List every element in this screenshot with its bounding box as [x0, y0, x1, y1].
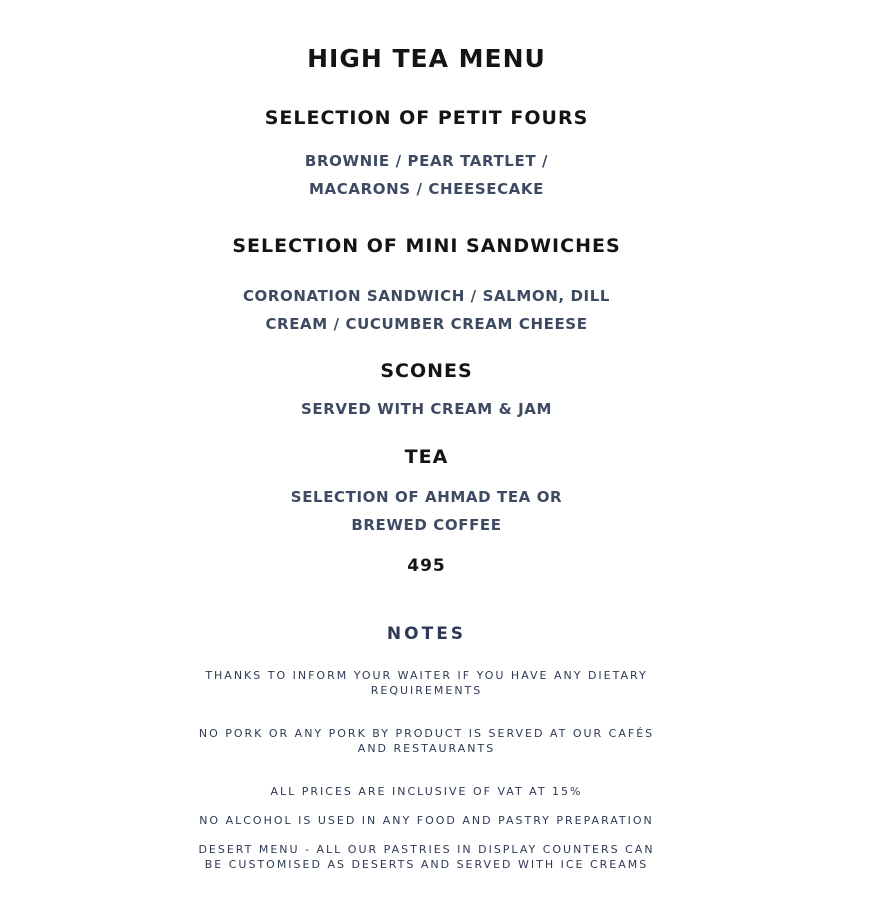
- desc-line: MACARONS / CHEESECAKE: [309, 180, 544, 198]
- section-desc-tea: [0, 483, 853, 539]
- desc-line: SERVED WITH CREAM & JAM: [300, 400, 553, 418]
- note-line: BE CUSTOMISED AS DESERTS AND SERVED WITH ICE CREAMS: [204, 858, 649, 871]
- menu-title: HIGH TEA MENU: [307, 44, 546, 73]
- note-line: NO ALCOHOL IS USED IN ANY FOOD AND PASTRY PREPARATION: [199, 814, 654, 827]
- desc-line: BROWNIE / PEAR TARTLET /: [304, 152, 549, 170]
- section-desc-petit-fours: [0, 147, 853, 203]
- note-dietary: [0, 668, 853, 698]
- note-alcohol: [0, 813, 853, 828]
- note-line: NO PORK OR ANY PORK BY PRODUCT IS SERVED AT OUR CAFÉS: [198, 727, 655, 740]
- note-pork: [0, 726, 853, 756]
- note-vat: [0, 784, 853, 799]
- desc-line: BREWED COFFEE: [351, 516, 502, 534]
- section-desc-scones: [0, 395, 853, 423]
- note-line: THANKS TO INFORM YOUR WAITER IF YOU HAVE ANY DIETARY: [205, 669, 648, 682]
- note-line: AND RESTAURANTS: [357, 742, 496, 755]
- section-desc-mini-sandwiches: [0, 282, 853, 338]
- note-line: REQUIREMENTS: [370, 684, 483, 697]
- section-heading-petit-fours: SELECTION OF PETIT FOURS: [264, 107, 589, 129]
- desc-line: SELECTION OF AHMAD TEA OR: [290, 488, 563, 506]
- note-desert: [0, 842, 853, 872]
- note-line: ALL PRICES ARE INCLUSIVE OF VAT AT 15%: [270, 785, 583, 798]
- notes-heading: NOTES: [386, 624, 467, 644]
- section-heading-scones: SCONES: [380, 360, 473, 382]
- desc-line: CORONATION SANDWICH / SALMON, DILL: [242, 287, 611, 305]
- section-heading-tea: TEA: [404, 446, 449, 468]
- menu-price: 495: [407, 556, 446, 576]
- section-heading-mini-sandwiches: SELECTION OF MINI SANDWICHES: [232, 235, 621, 257]
- desc-line: CREAM / CUCUMBER CREAM CHEESE: [265, 315, 588, 333]
- note-line: DESERT MENU - ALL OUR PASTRIES IN DISPLAY COUNTERS CAN: [198, 843, 655, 856]
